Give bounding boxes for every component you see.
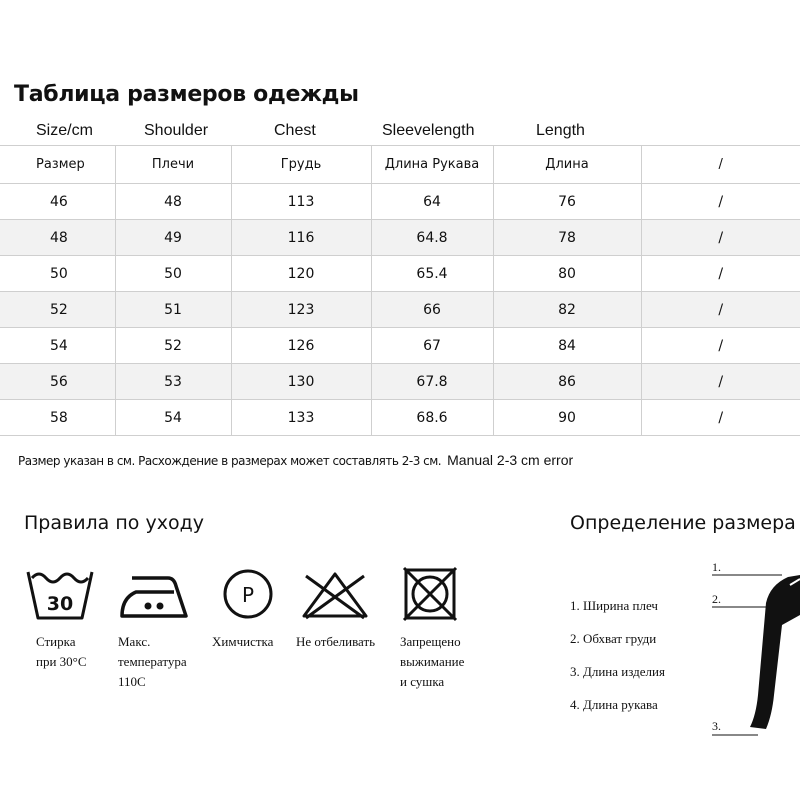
wash-30-icon	[24, 566, 96, 627]
table-cell: 130	[231, 364, 371, 400]
table-cell: 90	[493, 400, 641, 436]
english-header	[0, 120, 800, 144]
table-cell: 58	[0, 400, 115, 436]
header-cell: /	[641, 146, 800, 184]
table-cell: /	[641, 184, 800, 220]
table-cell: 123	[231, 292, 371, 328]
care-label-dryclean: Химчистка	[212, 634, 274, 649]
table-cell: 76	[493, 184, 641, 220]
no-bleach-icon	[300, 570, 370, 625]
table-cell: 53	[115, 364, 231, 400]
page-title: Таблица размеров одежды	[14, 82, 359, 107]
care-label-notumble: Запрещено выжимание и сушка	[400, 634, 465, 689]
table-cell: 82	[493, 292, 641, 328]
table-cell: 51	[115, 292, 231, 328]
care-title: Правила по уходу	[24, 512, 204, 534]
table-cell: 113	[231, 184, 371, 220]
header-cell: Длина Рукава	[371, 146, 493, 184]
table-cell: /	[641, 328, 800, 364]
table-cell: 64	[371, 184, 493, 220]
table-cell: 46	[0, 184, 115, 220]
no-tumble-dry-icon	[402, 564, 458, 627]
table-cell: 66	[371, 292, 493, 328]
header-cell: Размер	[0, 146, 115, 184]
table-cell: 48	[115, 184, 231, 220]
table-row	[0, 220, 800, 256]
table-cell: 78	[493, 220, 641, 256]
table-cell: 64.8	[371, 220, 493, 256]
table-cell: 56	[0, 364, 115, 400]
dry-clean-letter: P	[241, 583, 255, 607]
sizing-item: 3. Длина изделия	[570, 664, 665, 679]
table-cell: 133	[231, 400, 371, 436]
header-en-sleevelength: Sleevelength	[382, 122, 475, 139]
table-cell: 67	[371, 328, 493, 364]
size-note-ru: Размер указан в см. Расхождение в размерах может составлять 2-3 см.	[18, 454, 442, 468]
table-cell: 52	[0, 292, 115, 328]
header-en-shoulder: Shoulder	[144, 122, 209, 139]
header-cell: Плечи	[115, 146, 231, 184]
table-cell: 68.6	[371, 400, 493, 436]
table-cell: 116	[231, 220, 371, 256]
table-cell: 48	[0, 220, 115, 256]
table-header-row	[0, 146, 800, 184]
table-row	[0, 400, 800, 436]
table-cell: /	[641, 256, 800, 292]
table-cell: 120	[231, 256, 371, 292]
table-cell: 50	[115, 256, 231, 292]
table-row	[0, 292, 800, 328]
table-cell: 126	[231, 328, 371, 364]
sizing-item: 4. Длина рукава	[570, 697, 658, 712]
table-cell: /	[641, 400, 800, 436]
jacket-marker-3: 3.	[712, 719, 721, 733]
table-cell: 52	[115, 328, 231, 364]
table-cell: /	[641, 292, 800, 328]
table-cell: 50	[0, 256, 115, 292]
jacket-marker-2: 2.	[712, 592, 721, 606]
jacket-illustration	[700, 555, 800, 745]
table-row	[0, 364, 800, 400]
header-en-size: Size/cm	[36, 122, 93, 139]
care-label-nobleach: Не отбеливать	[296, 634, 376, 649]
size-note	[18, 452, 573, 468]
iron-icon	[118, 570, 192, 627]
dry-clean-p-icon	[222, 568, 274, 625]
sizing-item: 1. Ширина плеч	[570, 598, 658, 613]
table-cell: 80	[493, 256, 641, 292]
table-row	[0, 256, 800, 292]
wash-temp-text: 30	[46, 593, 74, 615]
header-cell: Грудь	[231, 146, 371, 184]
table-cell: 67.8	[371, 364, 493, 400]
jacket-marker-1: 1.	[712, 560, 721, 574]
table-cell: 54	[0, 328, 115, 364]
table-cell: /	[641, 220, 800, 256]
table-cell: 84	[493, 328, 641, 364]
header-cell: Длина	[493, 146, 641, 184]
table-row	[0, 328, 800, 364]
table-cell: 86	[493, 364, 641, 400]
header-en-chest: Chest	[274, 122, 316, 139]
size-note-en: Manual 2-3 cm error	[447, 452, 574, 468]
care-label-iron: Макс. температура 110С	[118, 634, 187, 689]
sizing-title: Определение размера	[570, 512, 796, 534]
sizing-item: 2. Обхват груди	[570, 631, 657, 646]
table-row	[0, 184, 800, 220]
table-cell: /	[641, 364, 800, 400]
table-cell: 54	[115, 400, 231, 436]
care-label-wash: Стирка при 30°C	[36, 634, 87, 669]
size-table	[0, 145, 800, 436]
table-cell: 65.4	[371, 256, 493, 292]
header-en-length: Length	[536, 122, 585, 139]
table-cell: 49	[115, 220, 231, 256]
